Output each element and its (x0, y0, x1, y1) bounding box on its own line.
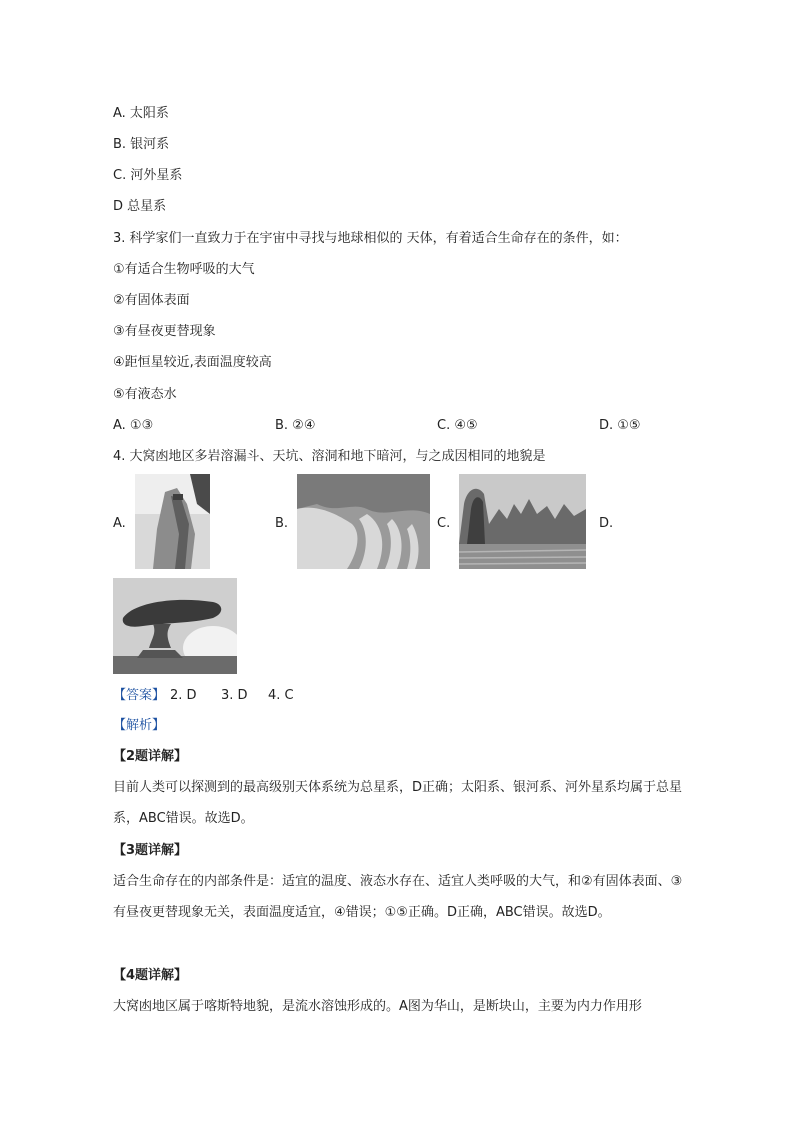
q2-option-c: C. 河外星系 (113, 168, 183, 183)
q3-option-c: C. ④⑤ (437, 418, 478, 433)
answer-q2: 2. D (170, 688, 197, 703)
q3-condition-5: ⑤有液态水 (113, 387, 177, 402)
q4-label-c: C. (437, 516, 451, 531)
q4-label-d: D. (599, 516, 614, 531)
q3-stem: 3. 科学家们一直致力于在宇宙中寻找与地球相似的 天体，有着适合生命存在的条件，如： (113, 231, 628, 246)
q3-detail-header: 【3题详解】 (113, 843, 188, 858)
q4-label-a: A. (113, 516, 126, 531)
q2-detail-text: 目前人类可以探测到的最高级别天体系统为总星系，D正确；太阳系、银河系、河外星系均属于总星系，ABC错误。故选D。 (113, 780, 683, 826)
analysis-label: 【解析】 (113, 718, 166, 733)
q3-condition-3: ③有昼夜更替现象 (113, 324, 216, 339)
q4-detail-text: 大窝凼地区属于喀斯特地貌，是流水溶蚀形成的。A图为华山，是断块山，主要为内力作用形 (113, 999, 642, 1014)
answer-q3: 3. D (221, 688, 248, 703)
answer-label: 【答案】 (113, 688, 166, 703)
q4-image-d-mushroom-rock (113, 578, 237, 674)
q2-option-a: A. 太阳系 (113, 106, 169, 121)
q3-option-d: D. ①⑤ (599, 418, 641, 433)
q3-option-a: A. ①③ (113, 418, 154, 433)
q3-detail-text: 适合生命存在的内部条件是：适宜的温度、液态水存在、适宜人类呼吸的大气，和②有固体表面、③有昼夜更替现象无关，表面温度适宜，④错误；①⑤正确。D正确，ABC错误。故选D。 (113, 874, 683, 920)
q3-condition-2: ②有固体表面 (113, 293, 190, 308)
q2-option-d: D 总星系 (113, 199, 167, 214)
q3-option-b: B. ②④ (275, 418, 316, 433)
q2-option-b: B. 银河系 (113, 137, 170, 152)
q4-image-a-huashan (135, 474, 210, 569)
q4-label-b: B. (275, 516, 289, 531)
q3-condition-4: ④距恒星较近,表面温度较高 (113, 355, 272, 370)
q2-detail-header: 【2题详解】 (113, 749, 188, 764)
q4-image-c-karst (459, 474, 586, 569)
q4-image-b-delta (297, 474, 430, 569)
q3-condition-1: ①有适合生物呼吸的大气 (113, 262, 255, 277)
q4-stem: 4. 大窝凼地区多岩溶漏斗、天坑、溶洞和地下暗河，与之成因相同的地貌是 (113, 449, 546, 464)
q4-detail-header: 【4题详解】 (113, 968, 188, 983)
answer-q4: 4. C (268, 688, 294, 703)
